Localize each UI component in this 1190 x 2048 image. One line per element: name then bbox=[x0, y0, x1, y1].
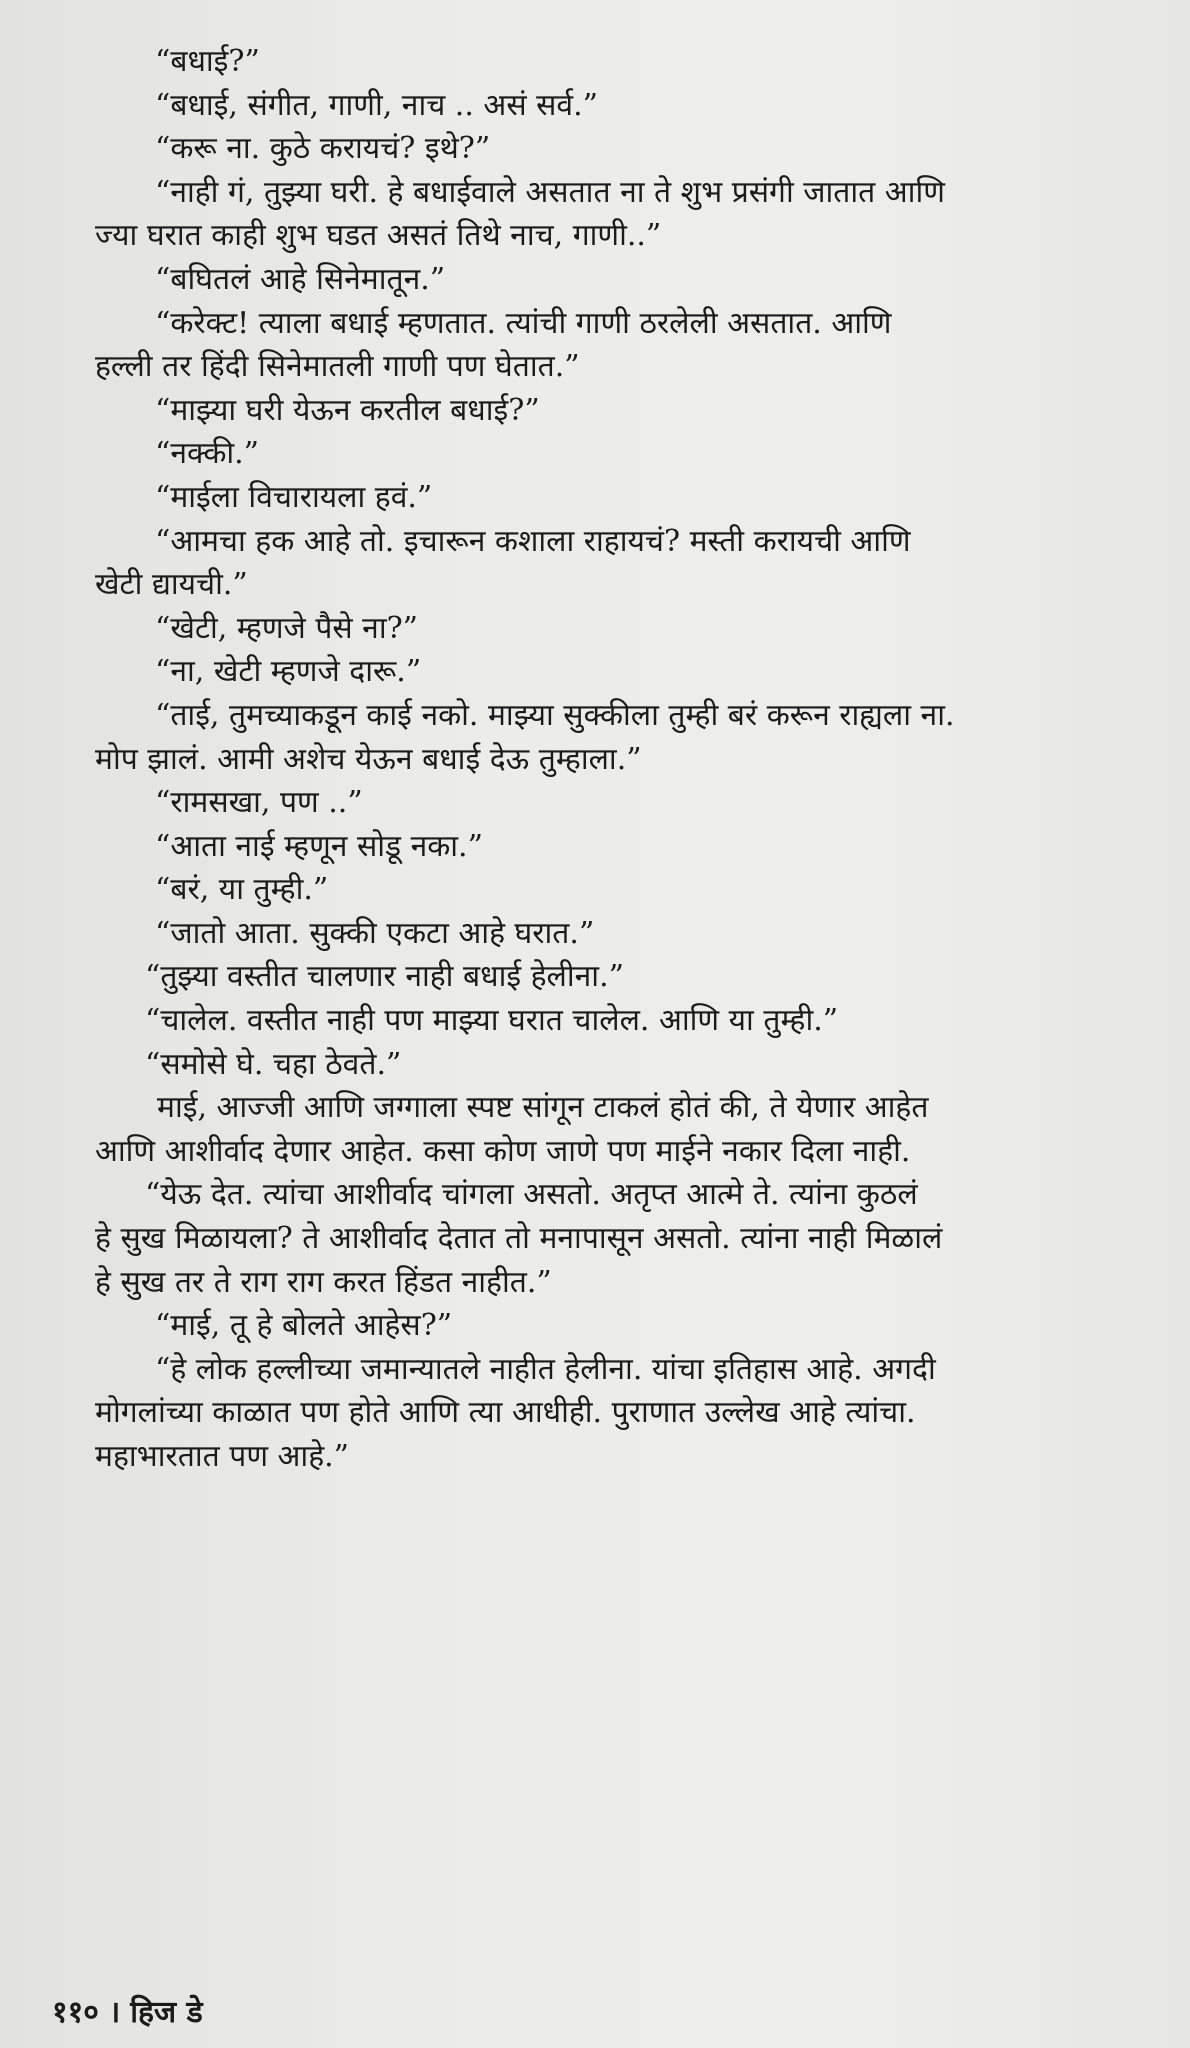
page-body-text bbox=[95, 40, 1155, 1479]
text-line: माई, आज्जी आणि जग्गाला स्पष्ट सांगून टाकलं होतं की, ते येणार आहेत bbox=[157, 1090, 929, 1126]
text-line: “आमचा हक आहे तो. इचारून कशाला राहायचं? मस्ती करायची आणि bbox=[155, 523, 911, 559]
book-title: हिज डे bbox=[130, 1995, 203, 2030]
footer-separator: । bbox=[108, 1995, 121, 2030]
text-line: “बरं, या तुम्ही.” bbox=[155, 872, 329, 908]
text-line: “बघितलं आहे सिनेमातून.” bbox=[155, 261, 446, 297]
text-line: खेटी द्यायची.” bbox=[95, 567, 248, 603]
text-line: महाभारतात पण आहे.” bbox=[95, 1439, 350, 1474]
text-line: “हे लोक हल्लीच्या जमान्यातले नाहीत हेलीना. यांचा इतिहास आहे. अगदी bbox=[155, 1351, 936, 1387]
text-line: “तुझ्या वस्तीत चालणार नाही बधाई हेलीना.” bbox=[145, 959, 624, 995]
text-line: “समोसे घे. चहा ठेवते.” bbox=[145, 1046, 402, 1082]
text-line: “करू ना. कुठे करायचं? इथे?” bbox=[155, 131, 491, 167]
text-line: आणि आशीर्वाद देणार आहेत. कसा कोण जाणे पण माईने नकार दिला नाही. bbox=[95, 1133, 911, 1169]
text-line: “येऊ देत. त्यांचा आशीर्वाद चांगला असतो. अतृप्त आत्मे ते. त्यांना कुठलं bbox=[145, 1177, 918, 1213]
text-line: “नाही गं, तुझ्या घरी. हे बधाईवाले असतात ना ते शुभ प्रसंगी जातात आणि bbox=[155, 174, 945, 210]
text-line: मोगलांच्या काळात पण होते आणि त्या आधीही. पुराणात उल्लेख आहे त्यांचा. bbox=[95, 1395, 916, 1431]
text-line: ज्या घरात काही शुभ घडत असतं तिथे नाच, गाणी..” bbox=[95, 218, 662, 254]
text-line: “रामसखा, पण ..” bbox=[155, 785, 363, 821]
text-line: “जातो आता. सुक्की एकटा आहे घरात.” bbox=[155, 915, 595, 951]
page-number: ११० bbox=[52, 1995, 99, 2030]
text-line: “ना, खेटी म्हणजे दारू.” bbox=[155, 654, 422, 690]
text-line: “ताई, तुमच्याकडून काई नको. माझ्या सुक्कीला तुम्ही बरं करून राह्यला ना. bbox=[155, 697, 955, 733]
text-line: “करेक्ट! त्याला बधाई म्हणतात. त्यांची गाणी ठरलेली असतात. आणि bbox=[155, 305, 892, 341]
text-line: “नक्की.” bbox=[155, 436, 260, 472]
text-line: “खेटी, म्हणजे पैसे ना?” bbox=[155, 610, 419, 646]
page-footer bbox=[52, 1990, 203, 2031]
text-line: “माई, तू हे बोलते आहेस?” bbox=[155, 1308, 453, 1344]
text-line: “चालेल. वस्तीत नाही पण माझ्या घरात चालेल. आणि या तुम्ही.” bbox=[145, 1003, 839, 1039]
text-line: मोप झालं. आमी अशेच येऊन बधाई देऊ तुम्हाला.” bbox=[95, 741, 642, 777]
text-line: हे सुख मिळायला? ते आशीर्वाद देतात तो मनापासून असतो. त्यांना नाही मिळालं bbox=[95, 1221, 943, 1257]
text-line: “माईला विचारायला हवं.” bbox=[155, 479, 433, 515]
text-line: “बधाई, संगीत, गाणी, नाच .. असं सर्व.” bbox=[155, 87, 598, 123]
text-line: “माझ्या घरी येऊन करतील बधाई?” bbox=[155, 392, 540, 428]
text-line: “बधाई?” bbox=[155, 44, 260, 79]
text-line: हे सुख तर ते राग राग करत हिंडत नाहीत.” bbox=[95, 1264, 552, 1300]
text-line: “आता नाई म्हणून सोडू नका.” bbox=[155, 828, 483, 864]
text-line: हल्ली तर हिंदी सिनेमातली गाणी पण घेतात.” bbox=[95, 349, 580, 385]
